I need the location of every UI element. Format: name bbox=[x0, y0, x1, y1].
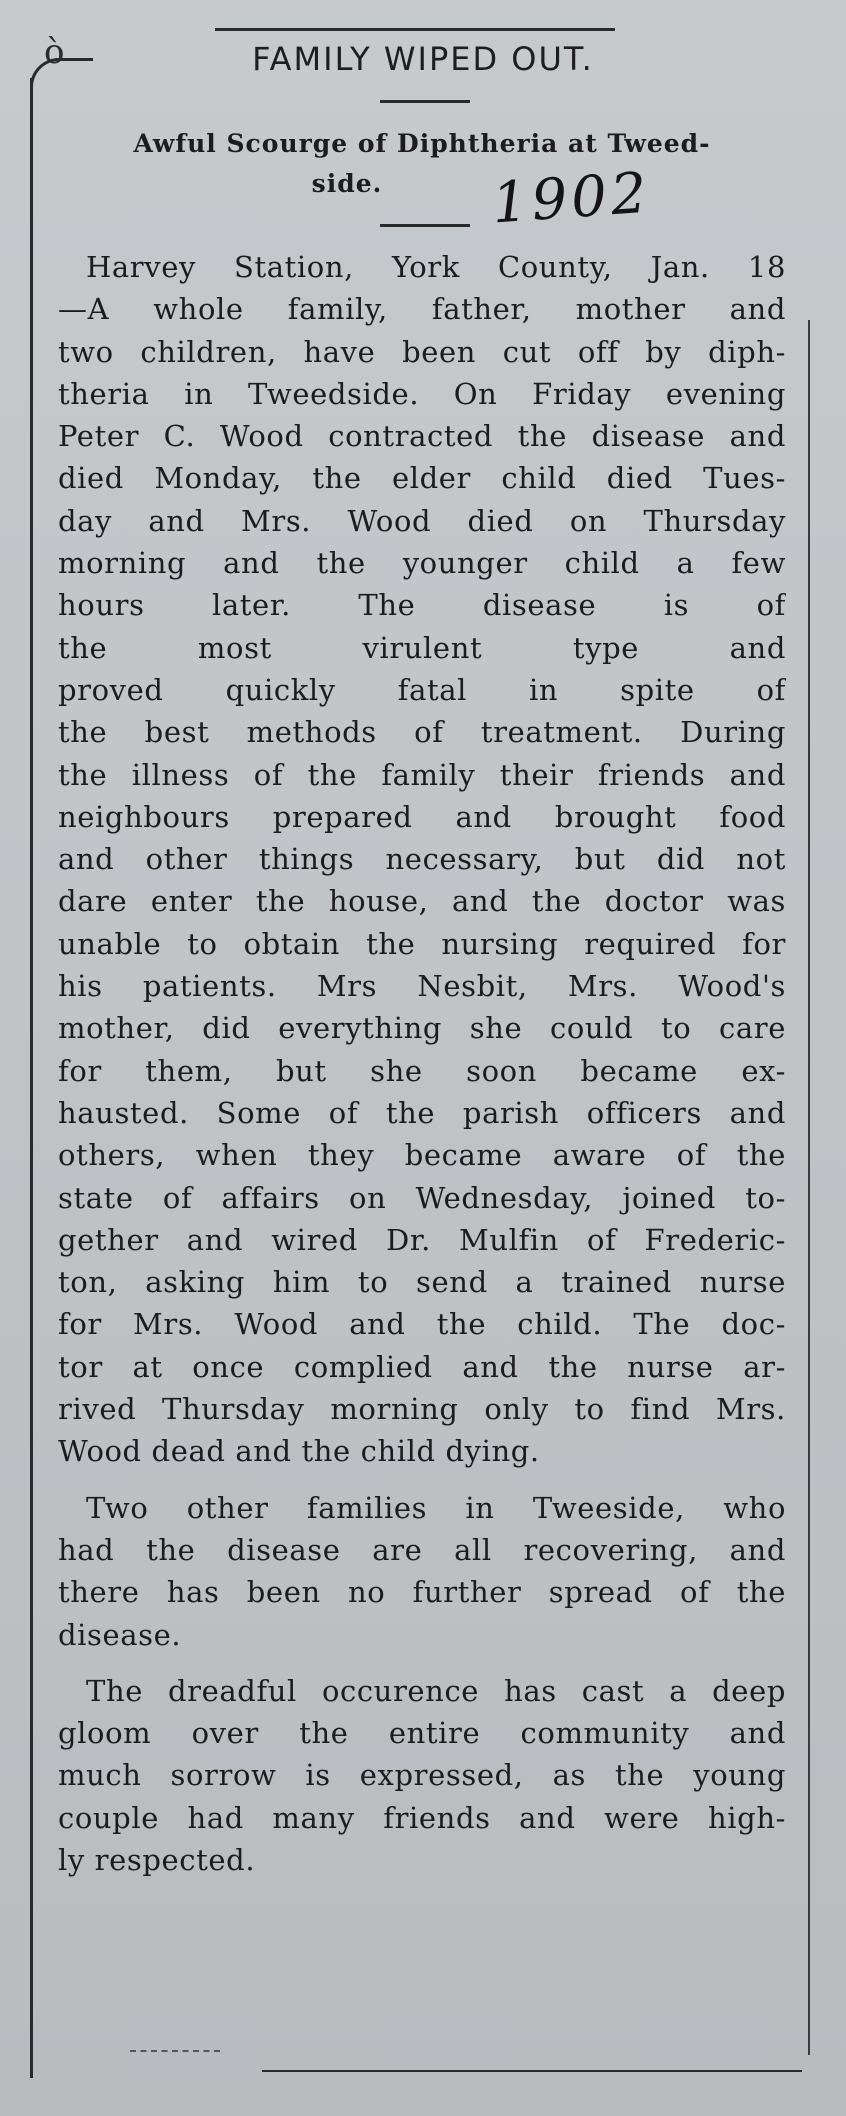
article-line: rived Thursday morning only to find Mrs. bbox=[58, 1392, 786, 1427]
article-line: Wood dead and the child dying. bbox=[58, 1434, 540, 1469]
article-line: unable to obtain the nursing required for bbox=[58, 926, 786, 961]
article-line: hausted. Some of the parish officers and bbox=[58, 1095, 786, 1130]
bottom-rule bbox=[262, 2070, 802, 2072]
article-body bbox=[58, 246, 786, 1881]
article-line: theria in Tweedside. On Friday evening bbox=[58, 376, 786, 411]
article-line: others, when they became aware of the bbox=[58, 1138, 786, 1173]
article-paragraph bbox=[58, 1487, 786, 1656]
article-line: and other things necessary, but did not bbox=[58, 842, 786, 877]
headline: FAMILY WIPED OUT. bbox=[252, 40, 594, 78]
subheadline-line-1: Awful Scourge of Diphtheria at Tweed- bbox=[133, 129, 711, 158]
paragraph-gap bbox=[58, 1656, 786, 1670]
top-rule bbox=[215, 28, 615, 31]
article-line: tor at once complied and the nurse ar- bbox=[58, 1349, 786, 1384]
article-line: two children, have been cut off by diph- bbox=[58, 334, 786, 369]
headline-rule bbox=[380, 100, 470, 103]
article-line: neighbours prepared and brought food bbox=[58, 799, 786, 834]
article-line: The dreadful occurence has cast a deep bbox=[86, 1673, 786, 1708]
article-line: died Monday, the elder child died Tues- bbox=[58, 461, 786, 496]
article-line: gloom over the entire community and bbox=[58, 1716, 786, 1751]
article-line: there has been no further spread of the bbox=[58, 1575, 786, 1610]
handwritten-year: 1902 bbox=[489, 160, 653, 237]
article-line: dare enter the house, and the doctor was bbox=[58, 884, 786, 919]
subhead-rule bbox=[380, 224, 470, 227]
article-line: hours later. The disease is of bbox=[58, 588, 786, 623]
faded-dashes bbox=[130, 2050, 220, 2052]
article-line: mother, did everything she could to care bbox=[58, 1011, 786, 1046]
article-line: Two other families in Tweeside, who bbox=[86, 1490, 786, 1525]
article-line: had the disease are all recovering, and bbox=[58, 1532, 786, 1567]
article-line: Peter C. Wood contracted the disease and bbox=[58, 419, 786, 454]
subheadline-line-2: side. bbox=[311, 169, 383, 198]
article-line: his patients. Mrs Nesbit, Mrs. Wood's bbox=[58, 969, 786, 1004]
article-line: day and Mrs. Wood died on Thursday bbox=[58, 503, 786, 538]
article-line: the most virulent type and bbox=[58, 630, 786, 665]
article-line: for them, but she soon became ex- bbox=[58, 1053, 786, 1088]
right-frame-line bbox=[808, 320, 810, 2055]
article-line: couple had many friends and were high- bbox=[58, 1800, 786, 1835]
subheadline bbox=[42, 124, 802, 204]
article-line: state of affairs on Wednesday, joined to- bbox=[58, 1180, 786, 1215]
article-line: disease. bbox=[58, 1617, 182, 1652]
article-paragraph bbox=[58, 246, 786, 1473]
article-line: —A whole family, father, mother and bbox=[58, 292, 786, 327]
article-line: the best methods of treatment. During bbox=[58, 715, 786, 750]
article-line: morning and the younger child a few bbox=[58, 546, 786, 581]
article-line: proved quickly fatal in spite of bbox=[58, 672, 786, 707]
article-line: ton, asking him to send a trained nurse bbox=[58, 1265, 786, 1300]
left-frame-line bbox=[30, 78, 33, 2078]
article-line: for Mrs. Wood and the child. The doc- bbox=[58, 1307, 786, 1342]
article-line: the illness of the family their friends and bbox=[58, 757, 786, 792]
article-line: much sorrow is expressed, as the young bbox=[58, 1758, 786, 1793]
paragraph-gap bbox=[58, 1473, 786, 1487]
article-line: Harvey Station, York County, Jan. 18 bbox=[86, 250, 786, 284]
article-line: ly respected. bbox=[58, 1842, 256, 1877]
corner-pen-mark: ò bbox=[44, 32, 65, 72]
article-paragraph bbox=[58, 1670, 786, 1881]
article-line: gether and wired Dr. Mulfin of Frederic- bbox=[58, 1222, 786, 1257]
